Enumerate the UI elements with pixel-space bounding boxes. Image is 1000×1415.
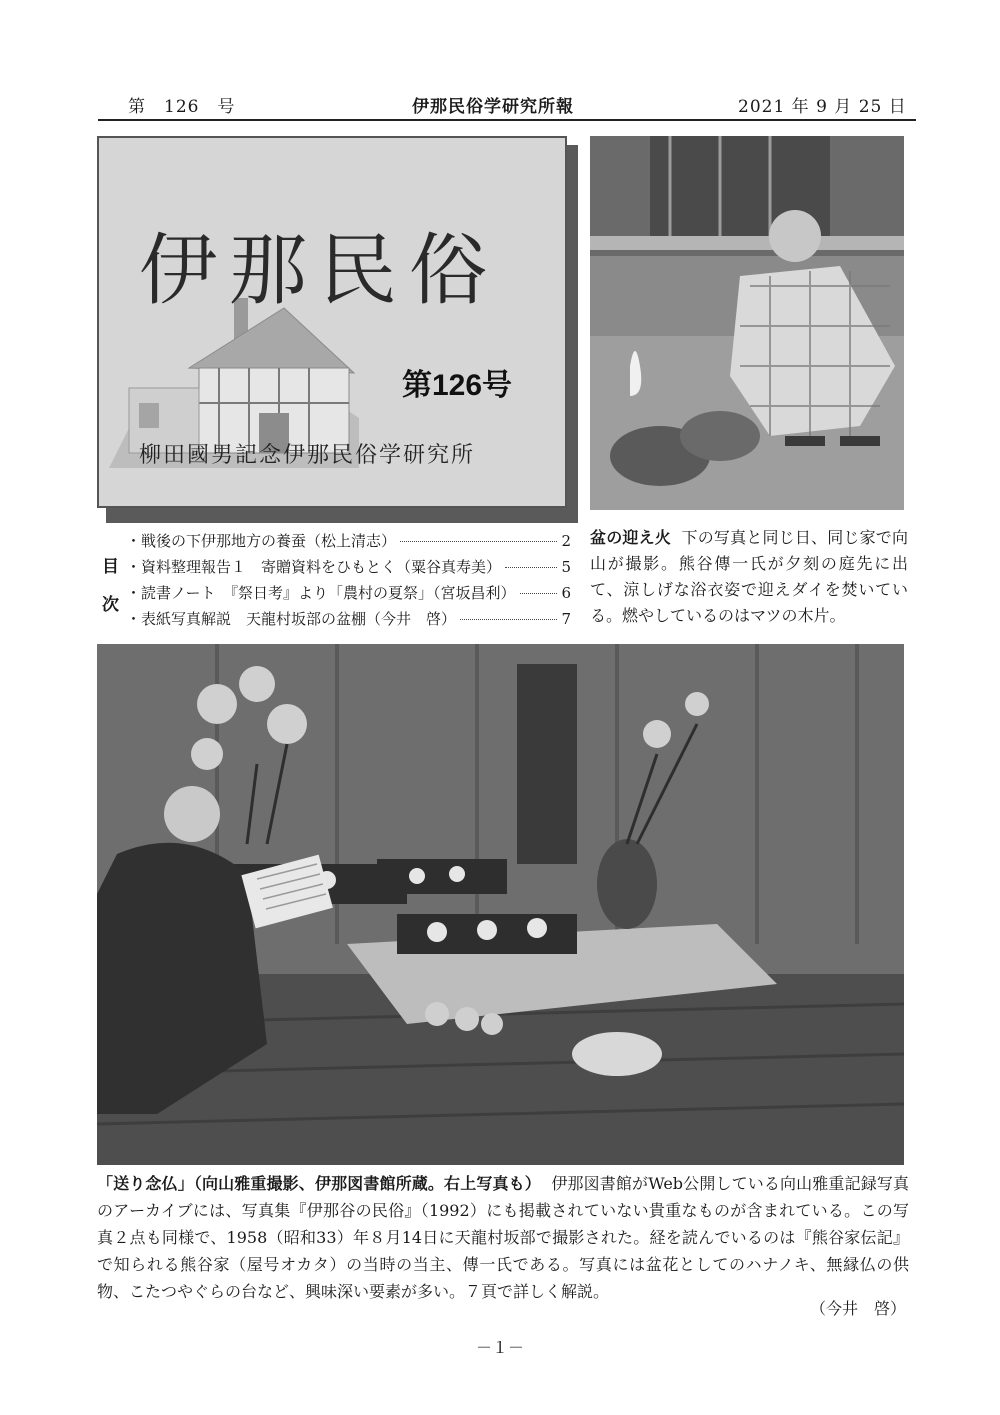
toc-label-moku: 目 xyxy=(102,557,119,577)
toc-item[interactable] xyxy=(126,556,571,577)
toc-leader-dots xyxy=(460,619,557,620)
caption-body: 伊那図書館がWeb公開している向山雅重記録写真のアーカイブには、写真集『伊那谷の民俗』（1992）にも掲載されていない貴重なものが含まれている。この写真２点も同様で、1958（昭和33）年８月14日に天龍村坂部で撮影された。経を読んでいるのは『熊谷家伝記』で知られる熊谷家（屋号オカタ）の当時の当主、傳一氏である。写真には盆花としてのハナノキ、無縁仏の供物、こたつやぐらの台など、興味深い要素が多い。７頁で詳しく解説。 xyxy=(97,1174,909,1301)
cover-institute-name: 柳田國男記念伊那民俗学研究所 xyxy=(139,443,476,468)
issue-number: 第 126 号 xyxy=(128,97,236,117)
toc-leader-dots xyxy=(400,541,557,542)
toc-item-title: ・表紙写真解説 天龍村坂部の盆棚（今井 啓） xyxy=(126,610,457,628)
toc-item[interactable] xyxy=(126,582,571,603)
caption-heading: 盆の迎え火 xyxy=(590,528,671,547)
okuri-nembutsu-photo xyxy=(97,644,904,1165)
toc-item[interactable] xyxy=(126,530,571,551)
caption-heading: 「送り念仏」（向山雅重撮影、伊那図書館所蔵。右上写真も） xyxy=(97,1174,541,1193)
toc-item-page: 6 xyxy=(561,584,571,602)
toc-item[interactable] xyxy=(126,608,571,629)
bulletin-title: 伊那民俗学研究所報 xyxy=(412,97,574,117)
header-rule xyxy=(98,119,916,121)
toc-item-title: ・読書ノート 『祭日考』より「農村の夏祭」（宮坂昌利） xyxy=(126,584,516,602)
toc-leader-dots xyxy=(505,567,557,568)
toc-leader-dots xyxy=(520,593,558,594)
welcoming-fire-photo xyxy=(590,136,904,510)
welcoming-fire-caption xyxy=(590,525,908,629)
okuri-nembutsu-caption xyxy=(97,1170,909,1305)
cover-issue-number: 第126号 xyxy=(402,369,513,402)
page-number: －１－ xyxy=(475,1338,524,1357)
toc-item-page: 5 xyxy=(561,558,571,576)
cover-title: 伊那民俗 xyxy=(139,226,500,316)
toc-item-title: ・戦後の下伊那地方の養蚕（松上清志） xyxy=(126,532,397,550)
caption-credit: （今井 啓） xyxy=(809,1299,906,1318)
toc-label-ji: 次 xyxy=(102,595,119,615)
caption-body: 下の写真と同じ日、同じ家で向山が撮影。熊谷傳一氏が夕刻の庭先に出て、涼しげな浴衣姿で迎えダイを焚いている。燃やしているのはマツの木片。 xyxy=(590,528,908,625)
toc-item-page: 7 xyxy=(561,610,571,628)
cover-panel xyxy=(97,136,567,508)
toc-item-title: ・資料整理報告１ 寄贈資料をひもとく（粟谷真寿美） xyxy=(126,558,502,576)
issue-date: 2021 年 9 月 25 日 xyxy=(738,97,907,117)
toc-item-page: 2 xyxy=(561,532,571,550)
